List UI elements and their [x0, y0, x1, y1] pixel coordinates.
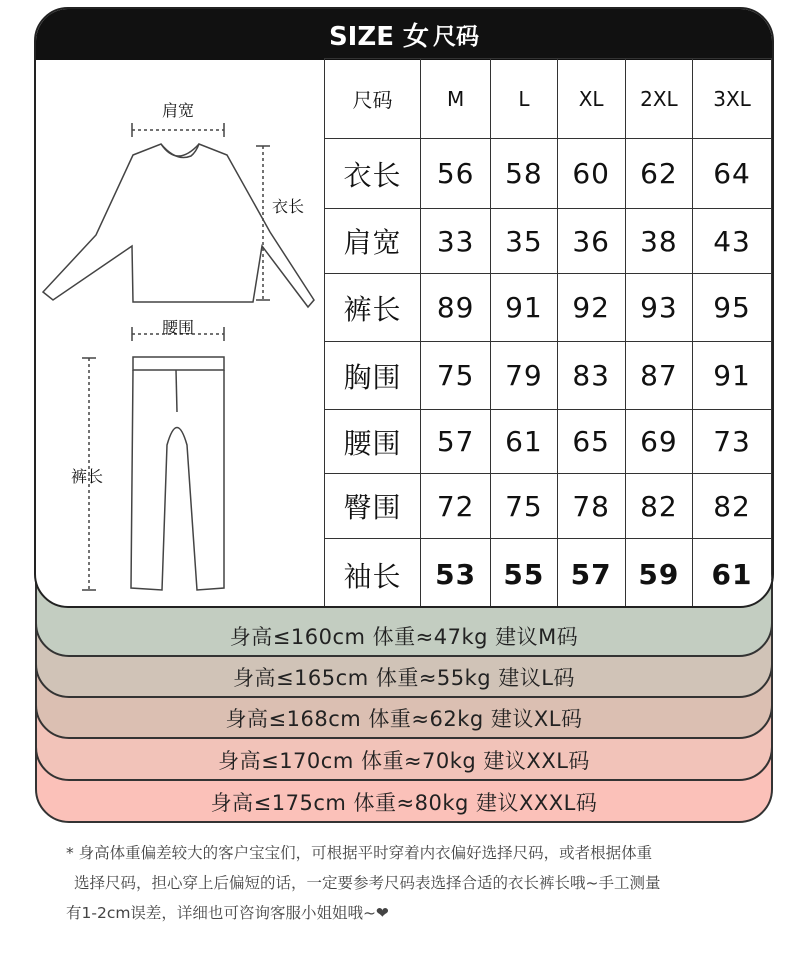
size-header-row [325, 59, 772, 139]
length-label: 衣长 [272, 197, 305, 216]
table-row [325, 342, 772, 410]
size-col-2xl: 2XL [625, 59, 692, 139]
table-row [325, 474, 772, 539]
size-col-3xl: 3XL [693, 59, 772, 139]
table-cell: 82 [693, 474, 772, 539]
table-cell: 73 [693, 410, 772, 474]
table-row [325, 139, 772, 209]
garment-diagram [36, 60, 324, 608]
recommendation-text: 身高≤175cm 体重≈80kg 建议XXXL码 [210, 791, 598, 815]
size-col-m: M [421, 59, 491, 139]
pants-length-label: 裤长 [71, 467, 104, 486]
table-cell: 61 [491, 410, 557, 474]
chart-header [36, 9, 772, 60]
table-cell: 55 [491, 539, 557, 609]
table-cell: 61 [693, 539, 772, 609]
table-cell: 82 [625, 474, 692, 539]
table-cell: 33 [421, 209, 491, 274]
table-cell: 56 [421, 139, 491, 209]
row-label: 腰围 [325, 410, 421, 474]
table-cell: 57 [421, 410, 491, 474]
table-row [325, 410, 772, 474]
table-cell: 83 [557, 342, 625, 410]
note-line: 选择尺码，担心穿上后偏短的话，一定要参考尺码表选择合适的衣长裤长哦~手工测量 [74, 874, 661, 892]
table-cell: 95 [693, 274, 772, 342]
waist-label: 腰围 [162, 318, 195, 337]
size-col-xl: XL [557, 59, 625, 139]
header-title-en: SIZE 女 [328, 22, 430, 52]
table-cell: 58 [491, 139, 557, 209]
table-cell: 35 [491, 209, 557, 274]
size-table [324, 58, 772, 608]
table-cell: 87 [625, 342, 692, 410]
table-cell: 36 [557, 209, 625, 274]
table-cell: 89 [421, 274, 491, 342]
recommendation-text: 身高≤165cm 体重≈55kg 建议L码 [232, 666, 576, 690]
table-cell: 59 [625, 539, 692, 609]
size-chart-card [34, 7, 774, 608]
table-cell: 93 [625, 274, 692, 342]
table-cell: 43 [693, 209, 772, 274]
table-row [325, 539, 772, 609]
table-cell: 65 [557, 410, 625, 474]
table-cell: 91 [491, 274, 557, 342]
row-label: 袖长 [325, 539, 421, 609]
table-cell: 78 [557, 474, 625, 539]
table-row [325, 209, 772, 274]
table-cell: 72 [421, 474, 491, 539]
row-label: 胸围 [325, 342, 421, 410]
table-cell: 92 [557, 274, 625, 342]
note-line: 有1-2cm误差，详细也可咨询客服小姐姐哦~❤ [66, 904, 389, 922]
table-cell: 79 [491, 342, 557, 410]
table-cell: 57 [557, 539, 625, 609]
table-cell: 75 [421, 342, 491, 410]
table-cell: 53 [421, 539, 491, 609]
row-label: 臀围 [325, 474, 421, 539]
table-row [325, 274, 772, 342]
table-cell: 69 [625, 410, 692, 474]
recommendation-text: 身高≤160cm 体重≈47kg 建议M码 [229, 625, 579, 649]
size-col-l: L [491, 59, 557, 139]
table-cell: 62 [625, 139, 692, 209]
recommendation-text: 身高≤168cm 体重≈62kg 建议XL码 [225, 707, 583, 731]
recommendation-text: 身高≤170cm 体重≈70kg 建议XXL码 [218, 749, 590, 773]
table-cell: 38 [625, 209, 692, 274]
table-cell: 75 [491, 474, 557, 539]
table-cell: 64 [693, 139, 772, 209]
table-cell: 60 [557, 139, 625, 209]
shoulder-width-label: 肩宽 [162, 101, 195, 120]
row-label: 衣长 [325, 139, 421, 209]
header-title-zh: 尺码 [433, 24, 480, 50]
note-line: * 身高体重偏差较大的客户宝宝们，可根据平时穿着内衣偏好选择尺码，或者根据体重 [66, 844, 653, 862]
table-cell: 91 [693, 342, 772, 410]
row-label: 肩宽 [325, 209, 421, 274]
size-corner-label: 尺码 [325, 59, 421, 139]
row-label: 裤长 [325, 274, 421, 342]
size-note [66, 838, 766, 928]
